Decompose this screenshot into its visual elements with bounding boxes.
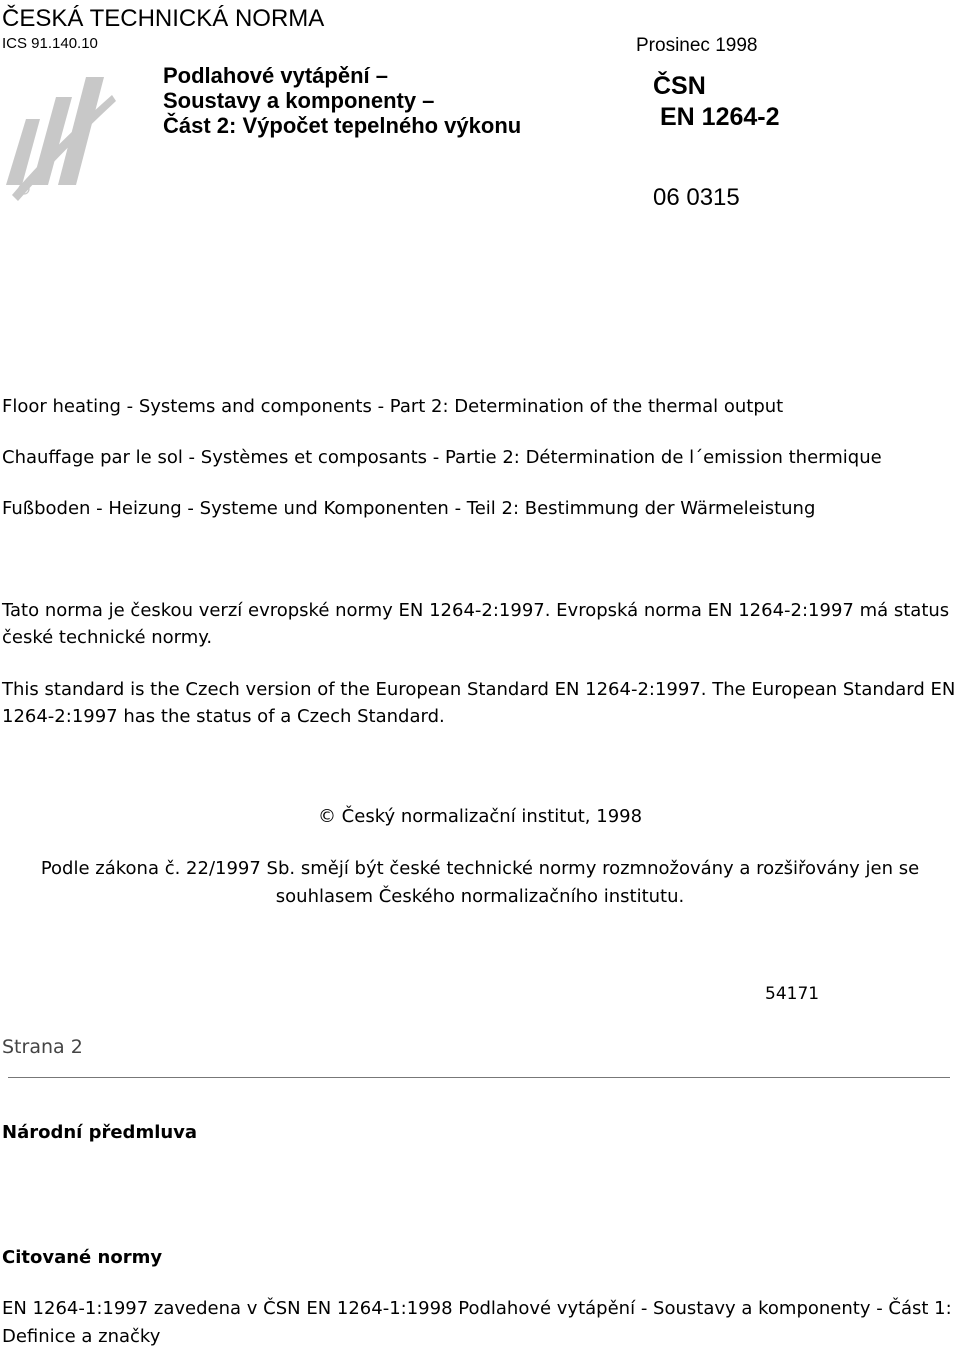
czech-title-line-3: Část 2: Výpočet tepelného výkonu: [163, 113, 522, 138]
status-statement-czech: Tato norma je českou verzí evropské normy EN 1264-2:1997. Evropská norma EN 1264-2:1997 má status české technické normy.: [2, 600, 950, 648]
page-divider: [8, 1077, 950, 1078]
french-title: Chauffage par le sol - Systèmes et composants - Partie 2: Détermination de l´emission thermique: [2, 447, 882, 468]
czech-title: [163, 63, 521, 138]
csni-logo-icon: [0, 55, 120, 205]
copyright-icon: ©: [317, 806, 336, 827]
ics-code: ICS 91.140.10: [2, 35, 98, 52]
czech-title-line-2: Soustavy a komponenty –: [163, 88, 435, 113]
reference-number: 54171: [765, 984, 820, 1004]
copyright-text: Český normalizační institut, 1998: [341, 806, 643, 827]
german-title: Fußboden - Heizung - Systeme und Komponenten - Teil 2: Bestimmung der Wärmeleistung: [2, 498, 816, 519]
foreword-heading: Národní předmluva: [2, 1122, 198, 1143]
page-label: Strana 2: [2, 1036, 83, 1058]
legal-notice-line-2: souhlasem Českého normalizačního institutu.: [275, 886, 685, 907]
standard-label: ČSN: [653, 72, 706, 100]
cited-norms-heading: Citované normy: [2, 1247, 163, 1268]
legal-notice: [0, 855, 960, 911]
document-type-heading: ČESKÁ TECHNICKÁ NORMA: [2, 5, 325, 32]
cited-norms-text: EN 1264-1:1997 zavedena v ČSN EN 1264-1:1998 Podlahové vytápění - Soustavy a komponenty - Část 1: Definice a značky: [2, 1298, 952, 1347]
publication-date: Prosinec 1998: [636, 35, 758, 56]
english-title: Floor heating - Systems and components - Part 2: Determination of the thermal output: [2, 396, 784, 417]
czech-title-line-1: Podlahové vytápění –: [163, 63, 388, 88]
copyright-notice: [0, 804, 960, 830]
legal-notice-line-1: Podle zákona č. 22/1997 Sb. smějí být české technické normy rozmnožovány a rozšiřovány jen se: [40, 858, 920, 879]
classification-number: 06 0315: [653, 184, 740, 211]
status-statement-english: This standard is the Czech version of the European Standard EN 1264-2:1997. The European Standard EN 1264-2:1997 has the status of a Czech Standard.: [2, 679, 956, 727]
standard-number: EN 1264-2: [660, 103, 780, 131]
